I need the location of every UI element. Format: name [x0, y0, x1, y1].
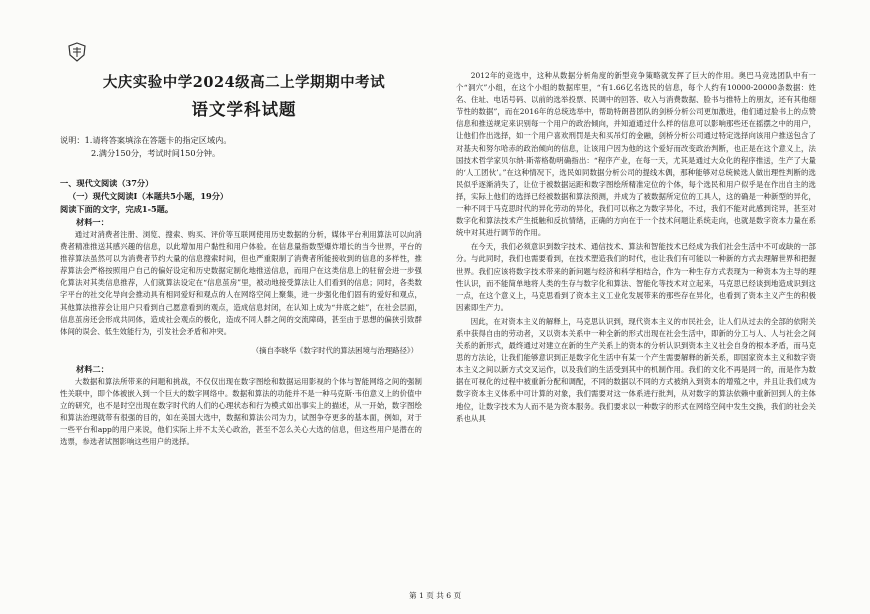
body-paragraph: 因此，在对资本主义的解释上，马克思认识到，现代资本主义的市民社会，让人们从过去的全部的依附关系中获得自由的劳动者，又以资本关系中一种全新的形式出现在社会生活中，即新的分工与人、人与社会之间关系的新形式，最终通过对建立在新的生产关系上的资本的分析认识到资本主义社会自身的根本矛盾，而马克思的方法论，让我们能够意识到正是数字化生活中有某一个产生需要解释的新关系，即国家资本主义和数字资本主义之间以新方式交叉运作，以及我们的生活受到其中的机制作用。我们的文化不再是同一的，而是作为数据在可视化的过程中被重新分配和调配，不同的数据以不同的方式被纳入到资本的增殖之中，并且让我们成为数字资本主义体系中可计算的对象，我们需要对这一体系进行批判，从对数字的算法依赖中重新回到人的主体地位，让数字技术为人而不是为资本服务。我们要求以一种数字的形式在网络空间中发生交换，我们的社会关系也从具: [456, 316, 816, 423]
material2-paragraph: 大数据和算法所带来的问题和挑战，不仅仅出现在数字图绘和数据运用影视的个体与智能网络之间的强制性关联中，即个体被嵌入到一个巨大的数字网络中。数据和算法的功能并不是一种马克斯·韦伯意义上的价值中立的研究，也不是时空出现在数字时代的人们的心理状态和行为模式如出事实上的描述，从一开始，数字图绘和算法治理就带有很强的目的，如在美国大选中，数据和算法公司为力，试图争夺更多的基本面，例如，对于一些平台和app的用户来说，他们实际上并不太关心政治，甚至不怎么关心大选的信息，但这些用户是潜在的选票，参选者试图影响这些用户的选择。: [60, 376, 422, 447]
exam-title: 大庆实验中学2024级高二上学期期中考试: [102, 74, 386, 91]
subject-title: 语文学科试题: [191, 100, 297, 119]
material1-paragraph: 通过对消费者注册、浏览、搜索、购买、评价等互联网使用历史数据的分析，媒体平台利用算法可以向消费者精准推送其感兴趣的信息，以此增加用户黏性和用户体验。在信息量指数型爆炸增长的当今世界，平台的推荐算法虽然可以为消费者节约大量的信息搜索时间，但也严重限制了消费者所能接收到的信息的多样性，推荐算法会严格按照用户自己的偏好设定和历史数据定制化地推送信息，而用户在这类信息上的驻留会进一步强化算法对其类信息推荐，人们就算法设定在“信息茧房”里，被动地接受算法让人们看到的信息；同时，各类数字平台的社交化导向会推动具有相同爱好和观点的人在网络空间上聚集，进一步强化他们固有的爱好和观点，其他算法推荐会让用户只看到自己愿意看到的观点，造成信息封闭，在认知上成为“井底之蛙”，在社会层面，信息茧房还会形成共同体，造成社会观点的极化，造成不同人群之间的交流障碍，甚至由于思想的偏狭引致群体间的误会、低生效能行为，引发社会矛盾和冲突。: [60, 230, 422, 336]
reading-instruction: 阅读下面的文字，完成1-5题。: [60, 204, 174, 214]
material2-label: 材料二：: [76, 363, 109, 374]
instructions: [60, 134, 422, 160]
material1-source: （摘自李晓华《数字时代的算法困境与治理路径》）: [251, 345, 418, 355]
body-paragraph: 2012年的竞选中，这种从数据分析角度的新型竞争策略就发挥了巨大的作用。奥巴马竞选团队中有一个“洞穴”小组，在这个小组的数据库里，“有1.66亿名选民的信息，每个人约有10000-20000条数据：姓名、住址、电话号码、以前的选举投票、民调中的回答、收入与消费数据、脸书与推特上的朋友，还有其他细节性的数据”，而在2016年的总统选举中，帮助特朗普团队的剑桥分析公司更加激进，他们通过脸书上的点赞信息和推送规定来识别每一个用户的政治倾向，并知道通过什么样的信息可以影响那些还在摇摆之中的用户，让他们作出选择，如一个用户喜欢刑罚是夫和买吊灯的金融，剑桥分析公司通过特定选择向该用户推送包含了对基夫和努尔哈赤的政治倾向的信息，让该用户因为他的这个爱好而改变政治判断，也正是在这个意义上，法国技术哲学家贝尔纳·斯蒂格勒明确指出：“程序产业，在每一天，尤其是通过大众化的程序推送，生产了大量的‘人工团伙’。”在这种情况下，选民如同数据分析公司的提线木偶，那种能够对总统候选人做出理性判断的选民似乎逐渐消失了，让位于被数据运距和数字图绘所精准定位的个体，每个选民和用户似乎是在作出自主的选择，实际上他们的选择已经被数据和算法预测，并成为了被数据所定位的工具人，这的确是一种新型的异化，一种不同于马克思时代的异化劳动的异化，我们可以称之为数字异化，不过，我们不能对此感到诧异，甚至对数字化和算法技术产生抵触和反抗情绪，正确的方向在于一个技术问题让系统走向，也就是数字资本力量在系统中对其进行调节的作用。: [456, 71, 816, 238]
material1-label: 材料一：: [76, 217, 109, 227]
left-column: [60, 70, 422, 449]
subsection-heading: （一）现代文阅读Ⅰ（本题共5小题，19分）: [68, 191, 229, 201]
right-column: [456, 70, 816, 425]
body-paragraph: 在今天，我们必须意识到数字技术、通信技术、算法和智能技术已经成为我们社会生活中不可或缺的一部分。与此同时，我们也需要看到，在技术塑造我们的时代，也让我们有可能以一种新的方式去理解世界和把握世界。我们应该将数字技术带来的新问题与经济和科学相结合，作为一种生存方式表现为一种资本为主导的理性认识，而不能简单地将人类的生存与数字化和算法、智能化等技术对立起来，马克思已经谈到地造成识到这一点，在这个意义上，马克思看到了资本主义工业化发展带来的那些存在异化，也看到了资本主义产生的积极因素即生产力。: [456, 242, 816, 312]
section-heading: 一、现代文阅读（37分）: [60, 178, 154, 188]
instruction-line: 说明：1.请将答案填涂在答题卡的指定区域内。: [60, 135, 232, 145]
page-number: 第 1 页 共 6 页: [408, 591, 462, 600]
school-crest-icon: [68, 42, 86, 62]
instruction-line: 2.满分150分，考试时间150分钟。: [91, 148, 221, 158]
